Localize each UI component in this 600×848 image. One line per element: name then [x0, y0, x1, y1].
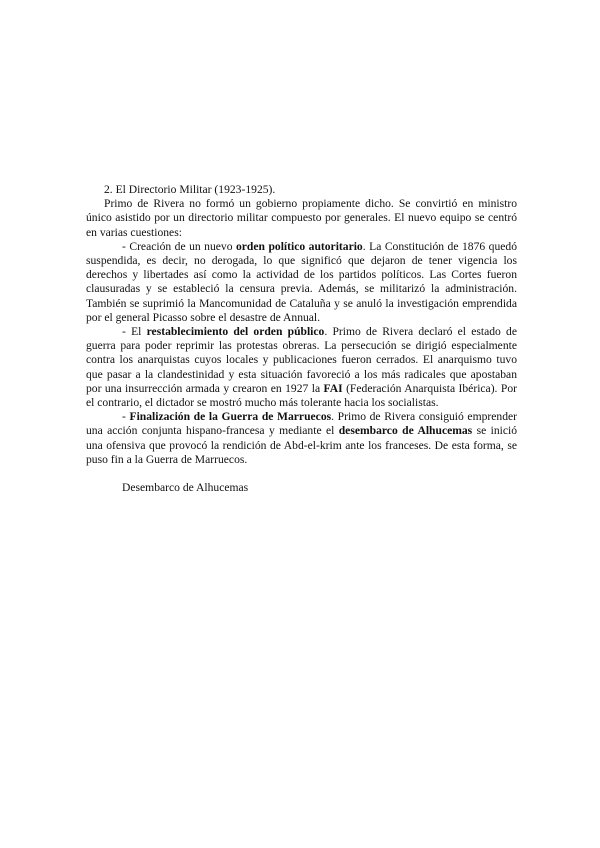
- section-heading: 2. El Directorio Militar (1923-1925).: [104, 183, 276, 196]
- item3-middle: . Primo de Rivera consiguió emprender una acción conjunta hispano-francesa y mediante el: [86, 410, 517, 438]
- paragraph-orden-politico: [86, 240, 517, 325]
- item2-prefix: - El: [122, 325, 147, 339]
- item1-rest: . La Constitución de 1876 quedó suspendida, es decir, no derogada, lo que significó que dejaron de tener vigencia los derechos y libertades así como la actividad de los partidos políticos. Las Cortes fueron clausuradas y se estableció la censura previa. Además, se militarizó la administración. También se suprimió la Mancomunidad de Cataluña y se anuló la investigación emprendida por el general Picasso sobre el desastre de Annual.: [86, 239, 517, 324]
- item3-prefix: -: [122, 410, 130, 424]
- item3-bold: Finalización de la Guerra de Marruecos: [129, 410, 332, 424]
- item3-rest: se inició una ofensiva que provocó la rendición de Abd-el-krim ante los franceses. De esta forma, se puso fin a la Guerra de Marruecos.: [86, 424, 518, 466]
- paragraph-orden-publico: [86, 325, 517, 410]
- item2-bold2: FAI: [323, 381, 343, 395]
- item2-middle: . Primo de Rivera declaró el estado de guerra para poder reprimir las protestas obreras. La persecución se dirigió especialmente contra los anarquistas cuyos locales y publicaciones fueron cerrados. El anarquismo tuvo que pasar a la clandestinidad y esta situación favoreció a los más radicales que apostaban por una insurrección armada y crearon en 1927 la: [86, 325, 518, 395]
- item1-bold: orden político autoritario: [235, 239, 363, 253]
- item3-bold2: desembarco de Alhucemas: [338, 424, 473, 438]
- document-body: [86, 183, 517, 495]
- paragraph-marruecos: [86, 410, 517, 467]
- image-caption: Desembarco de Alhucemas: [122, 481, 249, 495]
- item2-rest: (Federación Anarquista Ibérica). Por el contrario, el dictador se mostró mucho más tolerante hacia los socialistas.: [86, 381, 517, 410]
- item2-bold: restablecimiento del orden público: [146, 325, 325, 339]
- item1-prefix: - Creación de un nuevo: [122, 239, 236, 253]
- intro-paragraph: Primo de Rivera no formó un gobierno propiamente dicho. Se convirtió en ministro único asistido por un directorio militar compuesto por generales. El nuevo equipo se centró en varias cuestiones:: [86, 197, 517, 239]
